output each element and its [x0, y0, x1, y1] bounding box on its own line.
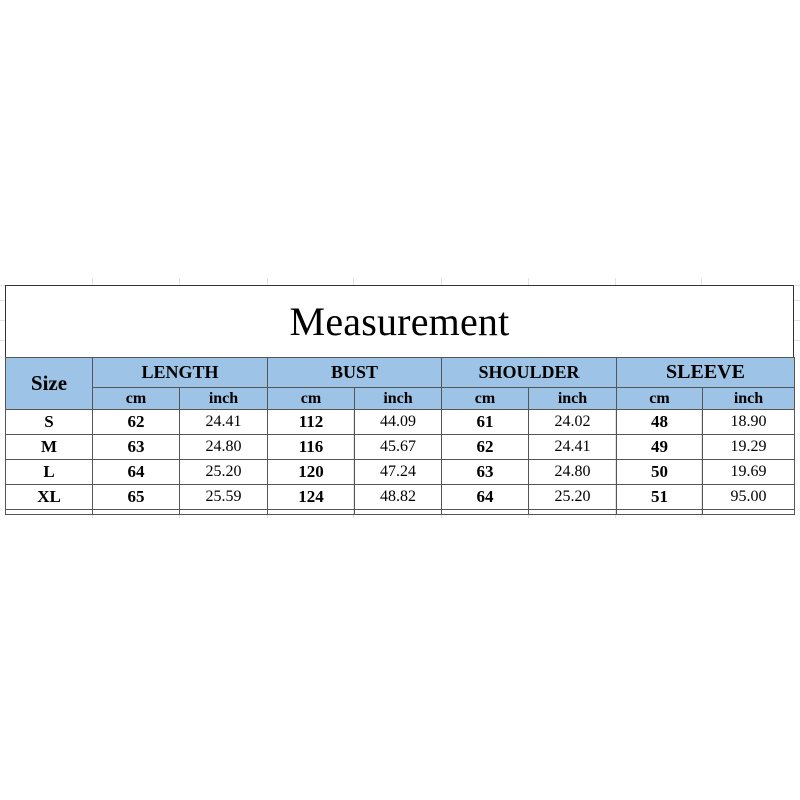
sleeve-cm-cell: 51 — [617, 485, 703, 510]
shoulder-inch-cell: 24.80 — [529, 460, 617, 485]
empty-cell — [529, 510, 617, 515]
empty-cell — [442, 510, 529, 515]
bust-cm-cell: 116 — [268, 435, 355, 460]
group-header-sleeve: SLEEVE — [617, 358, 795, 388]
page-title: Measurement — [289, 299, 510, 344]
group-header-bust: BUST — [268, 358, 442, 388]
size-cell: L — [6, 460, 93, 485]
length-cm-cell: 62 — [93, 410, 180, 435]
header-row — [6, 358, 795, 388]
unit-header-inch: inch — [703, 388, 795, 410]
measurement-sheet — [5, 285, 794, 515]
empty-cell — [6, 510, 93, 515]
group-header-shoulder: SHOULDER — [442, 358, 617, 388]
table-tail-row — [6, 510, 795, 515]
sleeve-inch-cell: 19.29 — [703, 435, 795, 460]
length-cm-cell: 64 — [93, 460, 180, 485]
length-inch-cell: 24.80 — [180, 435, 268, 460]
sleeve-cm-cell: 50 — [617, 460, 703, 485]
shoulder-cm-cell: 61 — [442, 410, 529, 435]
empty-cell — [703, 510, 795, 515]
unit-header-cm: cm — [268, 388, 355, 410]
unit-header-row — [6, 388, 795, 410]
bust-cm-cell: 120 — [268, 460, 355, 485]
shoulder-cm-cell: 64 — [442, 485, 529, 510]
empty-cell — [268, 510, 355, 515]
bust-inch-cell: 47.24 — [355, 460, 442, 485]
empty-cell — [355, 510, 442, 515]
sleeve-inch-cell: 18.90 — [703, 410, 795, 435]
shoulder-cm-cell: 63 — [442, 460, 529, 485]
bust-cm-cell: 124 — [268, 485, 355, 510]
empty-cell — [180, 510, 268, 515]
unit-header-inch: inch — [355, 388, 442, 410]
unit-header-cm: cm — [442, 388, 529, 410]
empty-cell — [93, 510, 180, 515]
length-inch-cell: 24.41 — [180, 410, 268, 435]
unit-header-inch: inch — [529, 388, 617, 410]
table-row — [6, 435, 795, 460]
sleeve-inch-cell: 19.69 — [703, 460, 795, 485]
title-cell — [5, 285, 794, 357]
shoulder-inch-cell: 25.20 — [529, 485, 617, 510]
length-cm-cell: 63 — [93, 435, 180, 460]
unit-header-cm: cm — [93, 388, 180, 410]
size-header: Size — [6, 358, 93, 410]
length-inch-cell: 25.20 — [180, 460, 268, 485]
bust-inch-cell: 45.67 — [355, 435, 442, 460]
size-chart-table — [5, 357, 795, 515]
size-cell: S — [6, 410, 93, 435]
length-cm-cell: 65 — [93, 485, 180, 510]
bust-inch-cell: 48.82 — [355, 485, 442, 510]
shoulder-inch-cell: 24.41 — [529, 435, 617, 460]
table-row — [6, 485, 795, 510]
sleeve-inch-cell: 95.00 — [703, 485, 795, 510]
size-cell: M — [6, 435, 93, 460]
unit-header-inch: inch — [180, 388, 268, 410]
length-inch-cell: 25.59 — [180, 485, 268, 510]
shoulder-inch-cell: 24.02 — [529, 410, 617, 435]
unit-header-cm: cm — [617, 388, 703, 410]
sleeve-cm-cell: 48 — [617, 410, 703, 435]
bust-cm-cell: 112 — [268, 410, 355, 435]
shoulder-cm-cell: 62 — [442, 435, 529, 460]
size-cell: XL — [6, 485, 93, 510]
empty-cell — [617, 510, 703, 515]
table-row — [6, 460, 795, 485]
table-row — [6, 410, 795, 435]
bust-inch-cell: 44.09 — [355, 410, 442, 435]
group-header-length: LENGTH — [93, 358, 268, 388]
sleeve-cm-cell: 49 — [617, 435, 703, 460]
